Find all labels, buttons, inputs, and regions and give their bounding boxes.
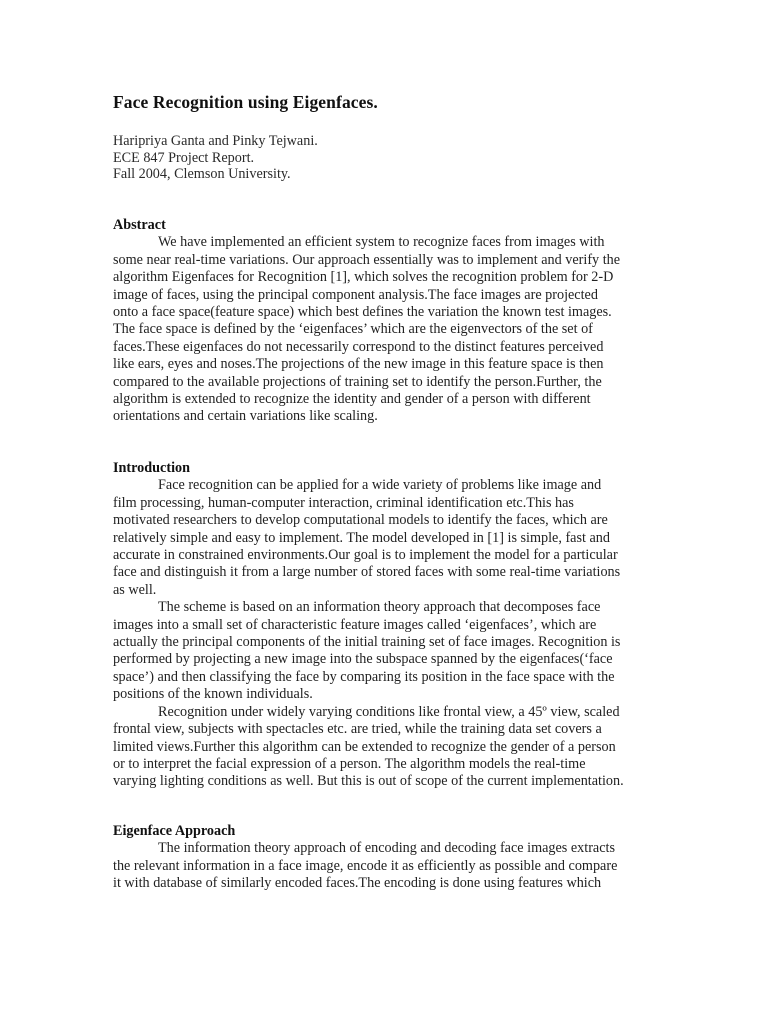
text-line: positions of the known individuals. — [113, 686, 313, 703]
text-line: Face recognition can be applied for a wide variety of problems like image and — [158, 477, 602, 494]
paragraph — [113, 477, 673, 599]
section-heading: Introduction — [113, 460, 190, 476]
authors: Haripriya Ganta and Pinky Tejwani. — [113, 133, 318, 149]
paragraph — [113, 599, 673, 703]
text-line: accurate in constrained environments.Our goal is to implement the model for a particular — [113, 547, 618, 564]
text-line: it with database of similarly encoded faces.The encoding is done using features which — [113, 875, 602, 892]
section-introduction — [113, 460, 673, 791]
document-meta — [113, 133, 318, 183]
text-line: face and distinguish it from a large number of stored faces with some real-time variations — [113, 564, 621, 581]
text-line: or to interpret the facial expression of a person. The algorithm models the real-time — [113, 755, 586, 772]
section-eigenface-approach — [113, 823, 673, 893]
document-title: Face Recognition using Eigenfaces. — [113, 92, 378, 112]
text-line: image of faces, using the principal component analysis.The face images are projected — [113, 286, 598, 303]
text-line: The information theory approach of encoding and decoding face images extracts — [158, 840, 615, 857]
text-line: algorithm Eigenfaces for Recognition [1], which solves the recognition problem for 2-D — [113, 269, 614, 286]
section-heading: Abstract — [113, 217, 166, 233]
text-line: The scheme is based on an information theory approach that decomposes face — [158, 599, 601, 616]
text-line: compared to the available projections of training set to identify the person.Further, the — [113, 373, 602, 390]
text-line: film processing, human-computer interaction, criminal identification etc.This has — [113, 494, 574, 511]
text-line: Recognition under widely varying conditions like frontal view, a 45º view, scaled — [158, 703, 620, 720]
text-line: as well. — [113, 581, 157, 598]
text-line: the relevant information in a face image, encode it as efficiently as possible and compare — [113, 857, 618, 874]
text-line: some near real-time variations. Our approach essentially was to implement and verify the — [113, 251, 621, 268]
text-line: like ears, eyes and noses.The projections of the new image in this feature space is then — [113, 356, 604, 373]
text-line: performed by projecting a new image into the subspace spanned by the eigenfaces(‘face — [113, 651, 613, 668]
text-line: actually the principal components of the initial training set of face images. Recognition is — [113, 634, 621, 651]
paragraph — [113, 840, 673, 892]
section-abstract — [113, 217, 673, 426]
text-line: images into a small set of characteristic feature images called ‘eigenfaces’, which are — [113, 616, 597, 633]
paragraph — [113, 234, 673, 425]
text-line: frontal view, subjects with spectacles etc. are tried, while the training data set covers a — [113, 721, 602, 738]
text-line: algorithm is extended to recognize the identity and gender of a person with different — [113, 391, 591, 408]
text-line: orientations and certain variations like scaling. — [113, 408, 378, 425]
text-line: faces.These eigenfaces do not necessarily correspond to the distinct features perceived — [113, 338, 604, 355]
text-line: varying lighting conditions as well. But this is out of scope of the current implementation. — [113, 773, 624, 790]
text-line: We have implemented an efficient system to recognize faces from images with — [158, 234, 605, 251]
paragraph — [113, 704, 673, 791]
report-type: ECE 847 Project Report. — [113, 149, 255, 166]
text-line: limited views.Further this algorithm can be extended to recognize the gender of a person — [113, 738, 616, 755]
text-line: motivated researchers to develop computational models to identify the faces, which are — [113, 512, 608, 529]
term-institution: Fall 2004, Clemson University. — [113, 166, 291, 182]
text-line: space’) and then classifying the face by comparing its position in the face space with the — [113, 668, 615, 685]
text-line: relatively simple and easy to implement. The model developed in [1] is simple, fast and — [113, 529, 610, 546]
text-line: onto a face space(feature space) which best defines the variation the known test images. — [113, 304, 612, 321]
text-line: The face space is defined by the ‘eigenfaces’ which are the eigenvectors of the set of — [113, 321, 593, 338]
section-heading: Eigenface Approach — [113, 823, 236, 839]
